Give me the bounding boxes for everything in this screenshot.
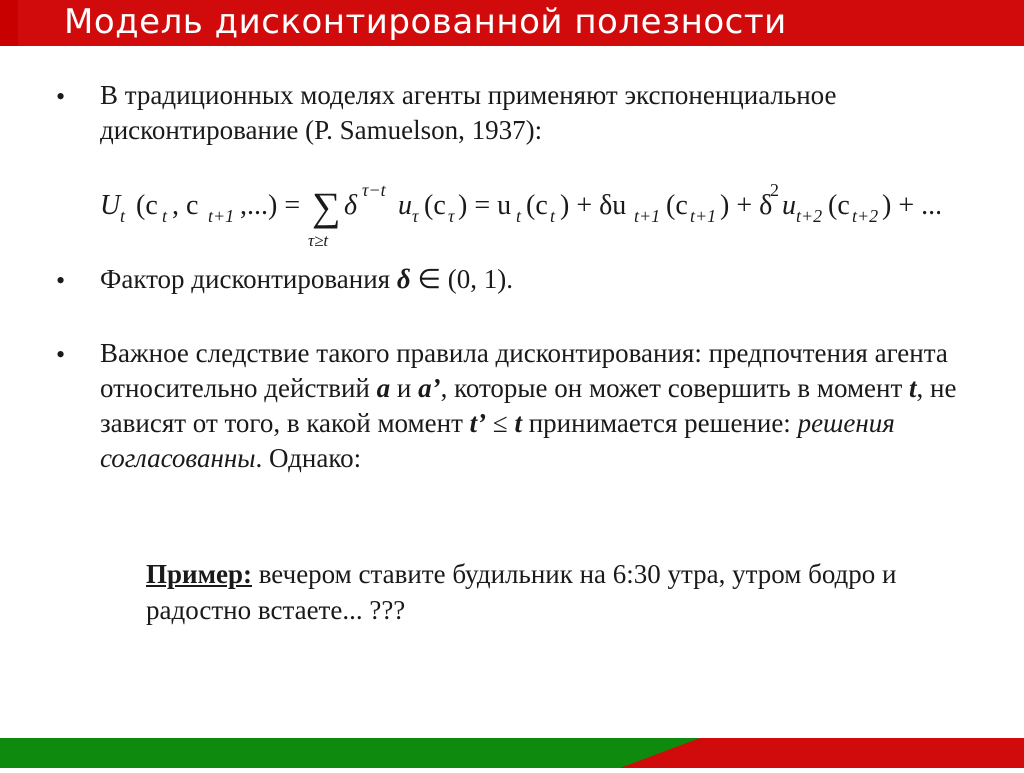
b3-part6: принимается решение: — [521, 408, 798, 438]
b3-t-prime: t’ — [469, 408, 487, 438]
formula-u-sub: τ — [412, 206, 419, 226]
formula-delta: δ — [344, 190, 358, 221]
b3-part3: , которые он может совершить в момент — [440, 373, 910, 403]
bullet-dot: • — [56, 82, 66, 111]
b3-a: a — [376, 373, 391, 403]
b3-part2: и — [390, 373, 419, 403]
formula-ct1: t+1 — [208, 206, 235, 226]
formula-sq: 2 — [770, 180, 779, 200]
formula-term3-arg: (c — [828, 190, 850, 221]
formula-u3: u — [782, 190, 796, 221]
delta-symbol: δ — [396, 264, 411, 294]
b3-t: t — [909, 373, 917, 403]
formula-svg — [100, 178, 940, 250]
formula-dots: ,...) = — [240, 190, 301, 221]
formula-u: u — [398, 190, 412, 221]
formula-tail: ) + ... — [882, 190, 940, 221]
b3-part4: , не зависят от того, в какой момент — [100, 373, 957, 438]
b3-part1: Важное следствие такого правила дисконтирования: предпочтения агента относительно действий — [100, 338, 948, 403]
bullet-dot: • — [56, 266, 66, 295]
example-label: Пример: — [146, 559, 252, 589]
formula-ct: t — [162, 206, 168, 226]
formula-term2-arg-sub: t+1 — [690, 206, 717, 226]
utility-formula — [100, 178, 940, 250]
formula-u-arg: (c — [424, 190, 446, 221]
b3-part7: . Однако: — [255, 443, 362, 473]
formula-lhs-sub: t — [120, 206, 126, 226]
formula-lhs-args: (c — [136, 190, 158, 221]
bullet-text-1: В традиционных моделях агенты применяют экспоненциальное дисконтирование (P. Samuelson, 1937): — [100, 80, 837, 145]
formula-u-arg-sub: τ — [448, 206, 455, 226]
formula-term1-arg: (c — [526, 190, 548, 221]
formula-exp: τ−t — [362, 180, 386, 200]
footer-graphic — [0, 738, 1024, 768]
bullet-text-2 — [100, 262, 980, 297]
b3-t2: t — [514, 408, 522, 438]
formula-term1-arg-sub: t — [550, 206, 556, 226]
slide-title: Модель дисконтированной полезности — [64, 2, 787, 42]
formula-eq2: ) = u — [458, 190, 512, 221]
example-block — [146, 556, 976, 628]
formula-lhs: U — [100, 190, 121, 221]
formula-term3-sub: t+2 — [796, 206, 823, 226]
bullet2-after: ∈ (0, 1). — [410, 264, 513, 294]
b3-part5: ≤ — [486, 408, 515, 438]
formula-plus1: ) + δu — [560, 190, 627, 221]
b3-emphasis: решения согласованны — [100, 408, 895, 473]
bullet-text-3 — [100, 336, 980, 476]
formula-plus2: ) + δ — [720, 190, 773, 221]
formula-term3-arg-sub: t+2 — [852, 206, 879, 226]
b3-a-prime: a’ — [418, 373, 441, 403]
bullet-dot: • — [56, 340, 66, 369]
formula-sum: ∑ — [312, 184, 341, 229]
formula-comma: , c — [172, 190, 199, 221]
example-text: вечером ставите будильник на 6:30 утра, утром бодро и радостно встаете... ??? — [146, 559, 897, 625]
formula-term1-sub: t — [516, 206, 522, 226]
footer-green-segment — [0, 738, 700, 768]
footer-band — [0, 738, 1024, 768]
formula-term2-sub: t+1 — [634, 206, 661, 226]
formula-term2-arg: (c — [666, 190, 688, 221]
bullet2-before: Фактор дисконтирования — [100, 264, 397, 294]
formula-sum-sub: τ≥t — [308, 231, 329, 250]
